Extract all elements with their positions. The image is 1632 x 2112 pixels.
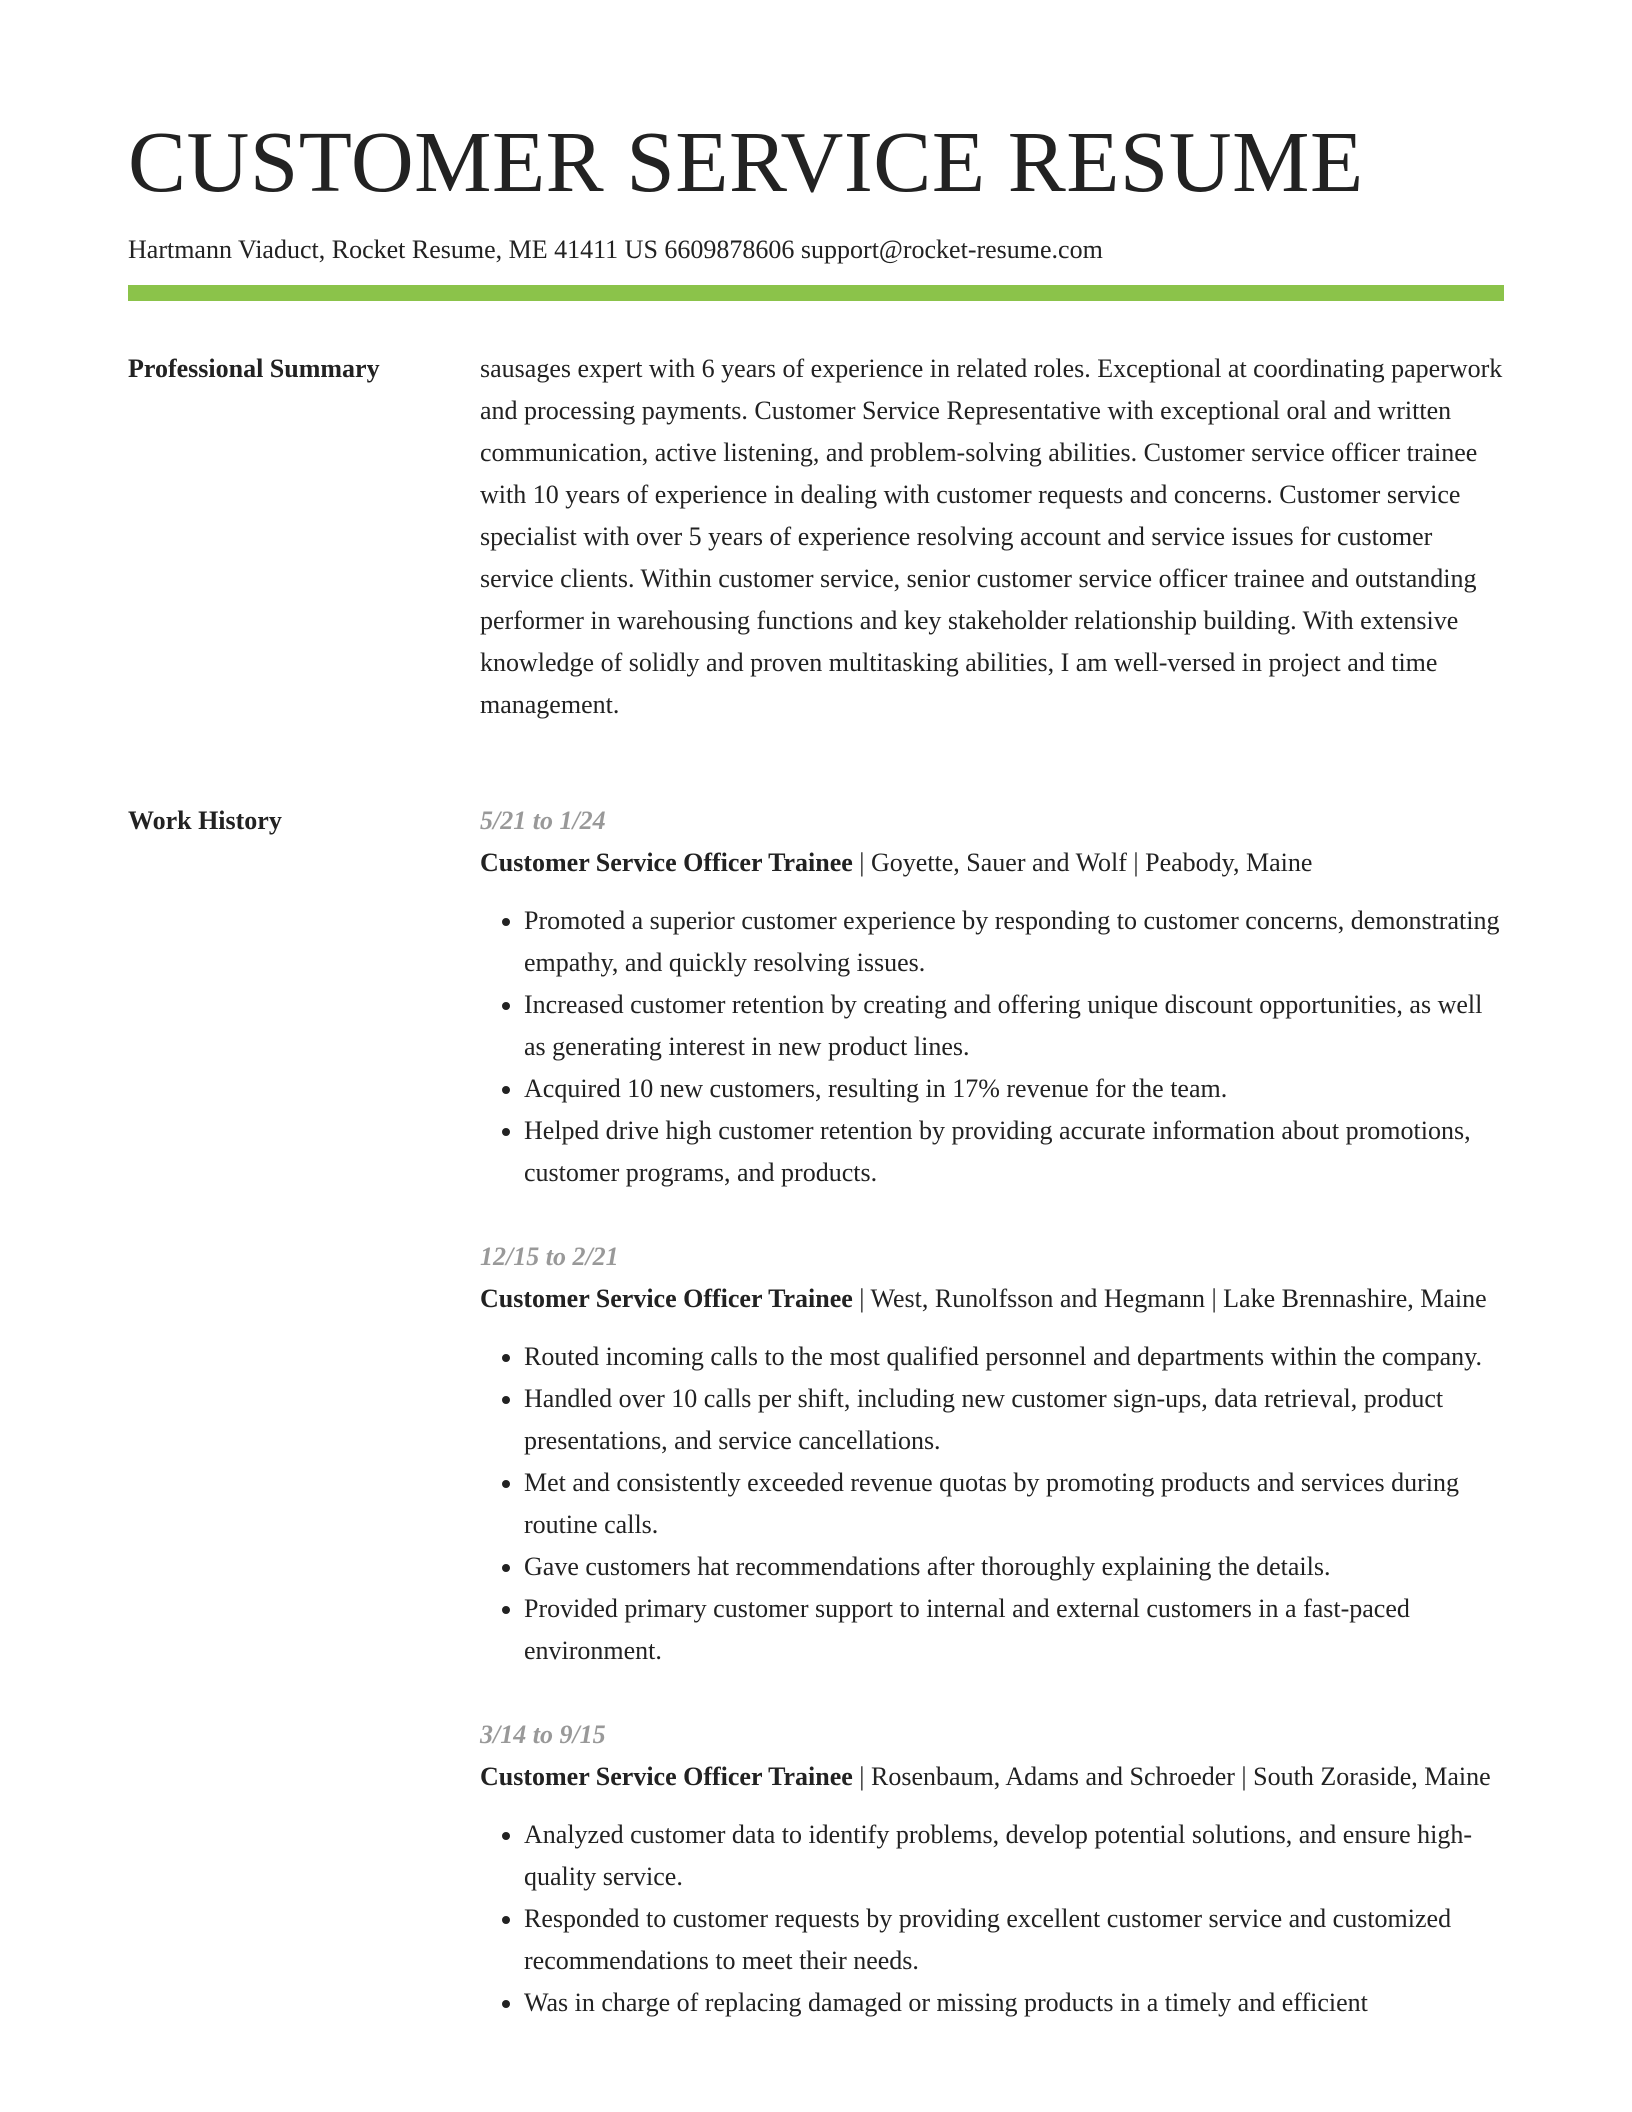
job-bullet-list: [480, 900, 1508, 1194]
job-heading: [480, 842, 1508, 884]
job-bullet: • Helped drive high customer retention by providing accurate information about promotions, customer programs, and products.: [524, 1110, 1508, 1194]
job-bullet-list: [480, 1336, 1508, 1672]
job-entry: [480, 1236, 1508, 1672]
job-bullet: • Gave customers hat recommendations after thoroughly explaining the details.: [524, 1546, 1508, 1588]
job-bullet: • Met and consistently exceeded revenue quotas by promoting products and services during routine calls.: [524, 1462, 1508, 1546]
job-date: 12/15 to 2/21: [480, 1242, 619, 1271]
summary-text: sausages expert with 6 years of experience in related roles. Exceptional at coordinating paperwork and processing payments. Customer Service Representative with exceptional oral and written communication, active listening, and problem-solving abilities. Customer service officer trainee with 10 years of experience in dealing with customer requests and concerns. Customer service specialist with over 5 years of experience resolving account and service issues for customer service clients. Within customer service, senior customer service officer trainee and outstanding performer in warehousing functions and key stakeholder relationship building. With extensive knowledge of solidly and proven multitasking abilities, I am well-versed in project and time management.: [480, 354, 1503, 719]
job-bullet-list: [480, 1814, 1508, 2024]
work-history-section: [480, 800, 1508, 2066]
job-bullet: • Routed incoming calls to the most qualified personnel and departments within the company.: [524, 1336, 1508, 1378]
job-heading: [480, 1756, 1508, 1798]
job-bullet: • Analyzed customer data to identify problems, develop potential solutions, and ensure high-quality service.: [524, 1814, 1508, 1898]
job-details: | Rosenbaum, Adams and Schroeder | South Zoraside, Maine: [852, 1762, 1491, 1791]
work-history-label: Work History: [128, 806, 282, 835]
summary-label: Professional Summary: [128, 354, 380, 383]
job-bullet: • Acquired 10 new customers, resulting in 17% revenue for the team.: [524, 1068, 1508, 1110]
job-bullet: • Responded to customer requests by providing excellent customer service and customized recommendations to meet their needs.: [524, 1898, 1508, 1982]
summary-section: [480, 348, 1508, 726]
resume-title: CUSTOMER SERVICE RESUME: [128, 113, 1364, 210]
job-date: 3/14 to 9/15: [480, 1720, 606, 1749]
accent-divider: [128, 285, 1504, 301]
job-title: Customer Service Officer Trainee: [480, 1284, 853, 1313]
job-entry: [480, 1714, 1508, 2024]
job-bullet: • Promoted a superior customer experience by responding to customer concerns, demonstrating empathy, and quickly resolving issues.: [524, 900, 1508, 984]
job-bullet: • Provided primary customer support to internal and external customers in a fast-paced environment.: [524, 1588, 1508, 1672]
job-title: Customer Service Officer Trainee: [480, 848, 853, 877]
job-details: | West, Runolfsson and Hegmann | Lake Brennashire, Maine: [852, 1284, 1487, 1313]
job-date: 5/21 to 1/24: [480, 806, 606, 835]
job-bullet: • Was in charge of replacing damaged or missing products in a timely and efficient: [524, 1982, 1508, 2024]
job-details: | Goyette, Sauer and Wolf | Peabody, Maine: [852, 848, 1313, 877]
job-bullet: • Increased customer retention by creating and offering unique discount opportunities, as well as generating interest in new product lines.: [524, 984, 1508, 1068]
contact-line: Hartmann Viaduct, Rocket Resume, ME 41411 US 6609878606 support@rocket-resume.com: [128, 235, 1103, 264]
job-heading: [480, 1278, 1508, 1320]
job-title: Customer Service Officer Trainee: [480, 1762, 853, 1791]
job-entry: [480, 800, 1508, 1194]
job-bullet: • Handled over 10 calls per shift, including new customer sign-ups, data retrieval, product presentations, and service cancellations.: [524, 1378, 1508, 1462]
